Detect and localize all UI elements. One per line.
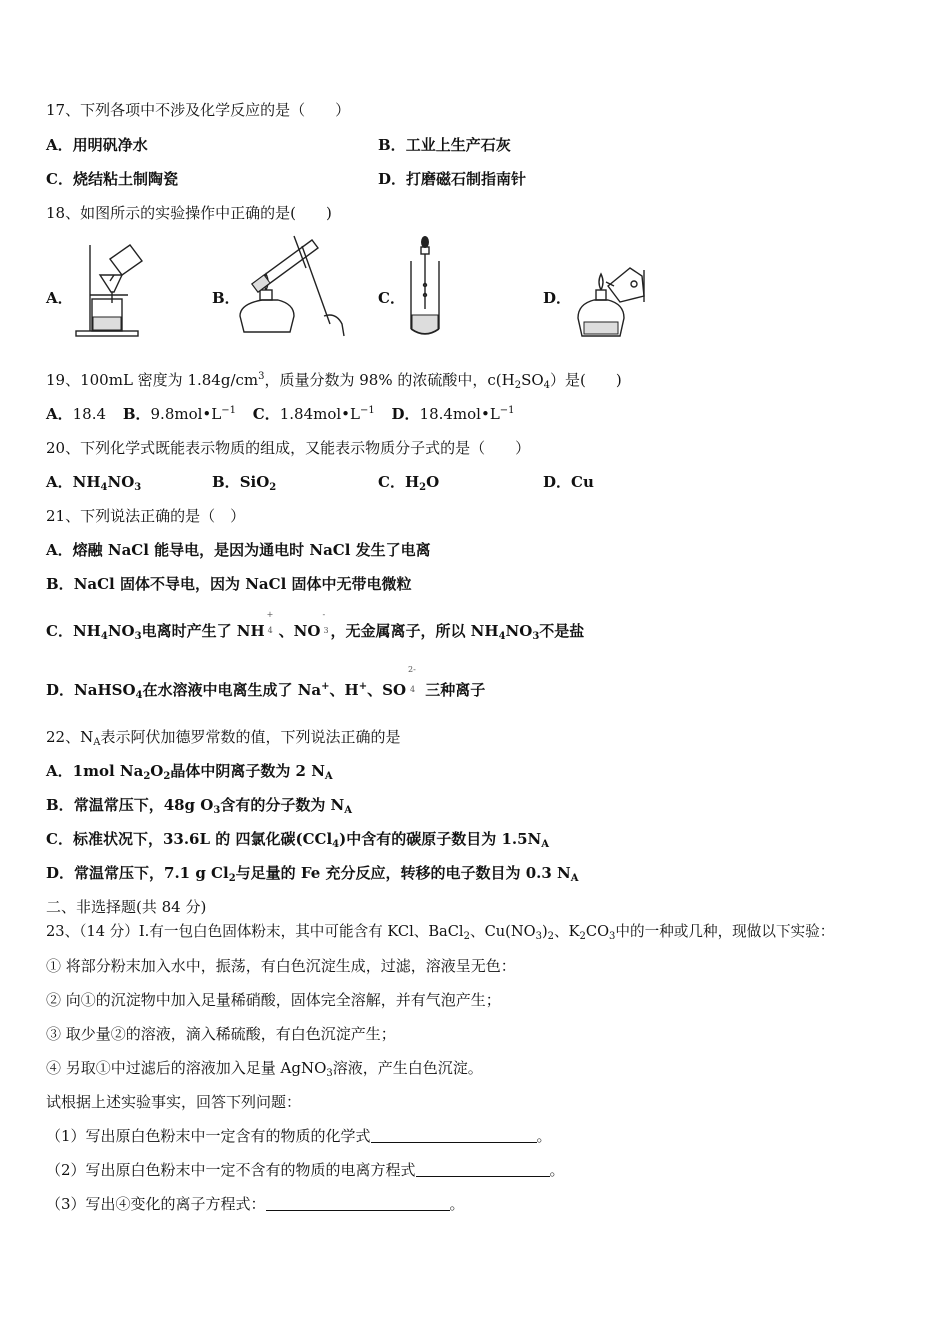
q23-step-4: ④ 另取①中过滤后的溶液加入足量 AgNO$_3$溶液，产生白色沉淀。	[46, 1059, 483, 1079]
q18-option-d-label[interactable]: D．	[543, 289, 572, 307]
q18-option-c-label[interactable]: C．	[378, 289, 405, 307]
q19-option-d[interactable]: D．$18.4mol•L^{-1}$	[391, 405, 515, 423]
q23-sub-question-1: （1）写出原白色粉末中一定含有的物质的化学式 。	[46, 1127, 552, 1145]
q21-option-d[interactable]: D．NaHSO$_4$在水溶液中电离生成了 Na+、H+、SO 2- 4 三种离子	[46, 665, 486, 701]
q17-option-c[interactable]: C．烧结粘土制陶瓷	[46, 170, 178, 188]
q23-prompt: 试根据上述实验事实，回答下列问题：	[46, 1093, 302, 1111]
dropper-test-tube-figure	[405, 235, 445, 339]
q21-stem: 21、下列说法正确的是（ ）	[46, 507, 246, 525]
q17-stem: 17、下列各项中不涉及化学反应的是（ ）	[46, 101, 351, 119]
q17-option-b[interactable]: B．工业上生产石灰	[378, 136, 511, 154]
q22-stem: 22、$N_A$表示阿伏加德罗常数的值，下列说法正确的是	[46, 728, 401, 748]
q20-option-d[interactable]: D．Cu	[543, 473, 594, 491]
q23-intro: 23、（14 分）Ⅰ.有一包白色固体粉末，其中可能含有 KCl、BaCl$_2$、$Cu(NO_3)_2$、$K_2CO_3$中的一种或几种，现做以下实验：	[46, 923, 835, 942]
q20-option-c[interactable]: C．$H_2O$	[378, 473, 440, 493]
q19-option-a[interactable]: A．18.4	[46, 405, 107, 423]
iron-stand-beaker-figure	[70, 237, 158, 339]
q23-step-2: ② 向①的沉淀物中加入足量稀硝酸，固体完全溶解，并有气泡产生；	[46, 991, 501, 1009]
q19-option-c[interactable]: C．$1.84mol•L^{-1}$	[252, 405, 375, 423]
q21-option-b[interactable]: B．NaCl 固体不导电，因为 NaCl 固体中无带电微粒	[46, 575, 412, 593]
q17-option-d[interactable]: D．打磨磁石制指南针	[378, 170, 527, 188]
q23-answer-blank-2[interactable]	[416, 1160, 550, 1177]
q23-sub-question-3: （3）写出④变化的离子方程式： 。	[46, 1195, 465, 1213]
q18-option-a-label[interactable]: A．	[46, 289, 73, 307]
q19-stem: 19、100mL 密度为 $1.84g/cm^3$，质量分数为 98% 的浓硫酸中，$c(H_2SO_4)$是( )	[46, 371, 622, 391]
q22-option-c[interactable]: C．标准状况下，33.6L 的 四氯化碳(CCl$_4$)中含有的碳原子数目为 $1.5N_A$	[46, 830, 550, 850]
q23-step-1: ① 将部分粉末加入水中，振荡，有白色沉淀生成，过滤，溶液呈无色：	[46, 957, 516, 975]
section-heading: 二、非选择题(共 84 分)	[46, 898, 207, 916]
q21-option-c[interactable]: C．$NH_4NO_3$电离时产生了 NH + 4 、NO - 3 ，无金属离子，所以 $NH_4NO_3$不是盐	[46, 610, 585, 642]
q23-step-3: ③ 取少量②的溶液，滴入稀硫酸，有白色沉淀产生；	[46, 1025, 396, 1043]
q23-answer-blank-3[interactable]	[266, 1194, 450, 1211]
q21-option-a[interactable]: A．熔融 NaCl 能导电，是因为通电时 NaCl 发生了电离	[46, 541, 431, 559]
lighting-alcohol-lamp-figure	[574, 262, 650, 340]
heating-test-tube-figure	[232, 228, 350, 338]
q22-option-a[interactable]: A．1mol $Na_2O_2$晶体中阴离子数为 2 $N_A$	[46, 762, 333, 782]
q23-sub-question-2: （2）写出原白色粉末中一定不含有的物质的电离方程式 。	[46, 1161, 565, 1179]
q17-option-a[interactable]: A．用明矾净水	[46, 136, 148, 154]
q18-stem: 18、如图所示的实验操作中正确的是( )	[46, 204, 332, 222]
q19-options	[46, 404, 515, 424]
q20-option-a[interactable]: A．$NH_4NO_3$	[46, 473, 142, 493]
q23-answer-blank-1[interactable]	[371, 1126, 537, 1143]
q20-option-b[interactable]: B．SiO$_2$	[212, 473, 277, 493]
q18-option-b-label[interactable]: B．	[212, 289, 240, 307]
q20-stem: 20、下列化学式既能表示物质的组成，又能表示物质分子式的是（ ）	[46, 439, 531, 457]
q19-option-b[interactable]: B．$9.8mol•L^{-1}$	[122, 405, 236, 423]
q22-option-b[interactable]: B．常温常压下，48g $O_3$含有的分子数为 $N_A$	[46, 796, 353, 816]
q22-option-d[interactable]: D．常温常压下，7.1 g $Cl_2$与足量的 Fe 充分反应，转移的电子数目为 0.3 $N_A$	[46, 864, 579, 884]
